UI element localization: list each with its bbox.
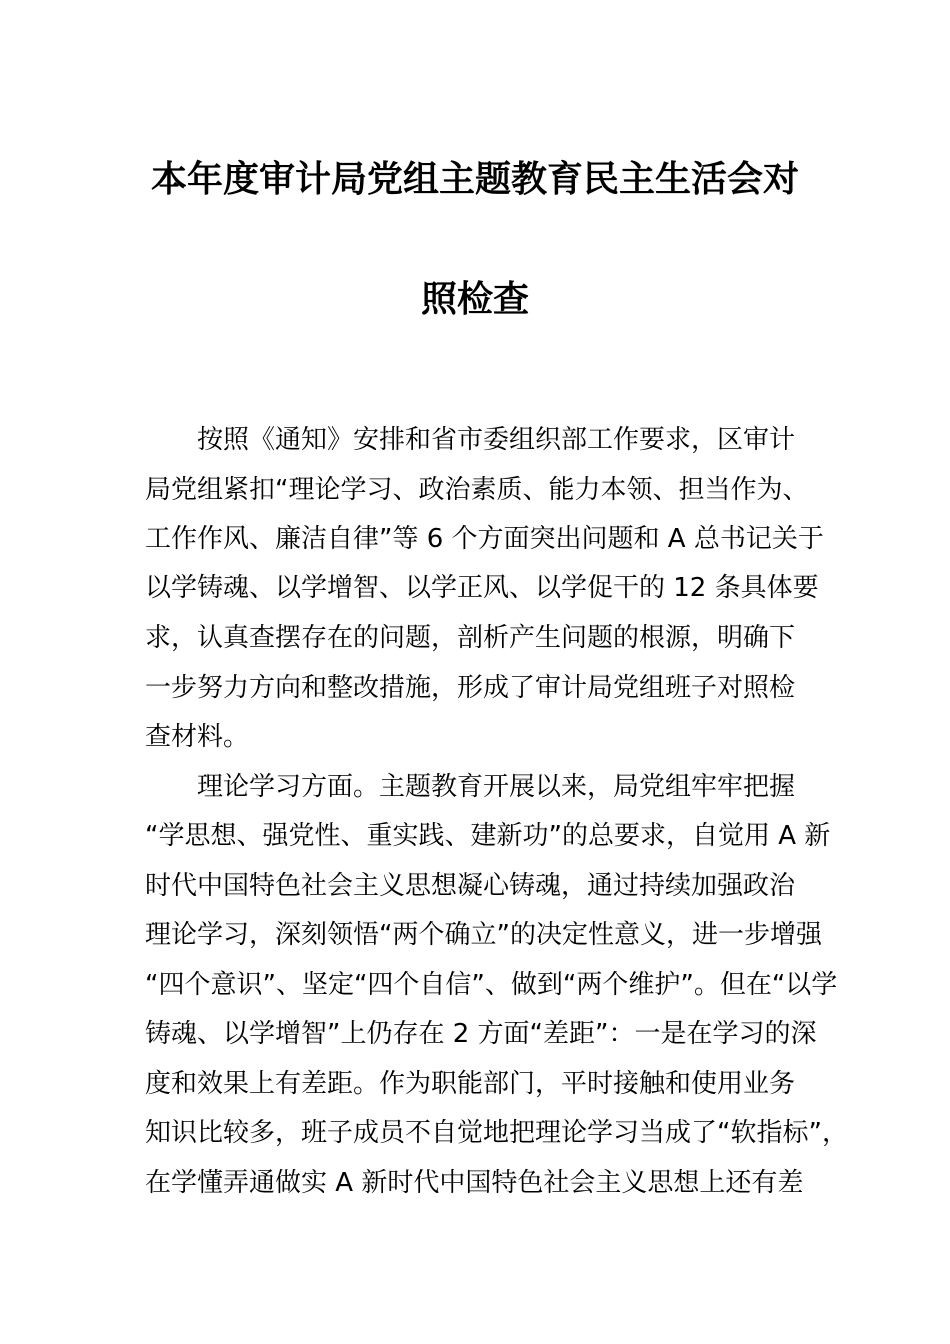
paragraph-1-line-5: 求，认真查摆存在的问题，剖析产生问题的根源，明确下 [145, 623, 796, 653]
paragraph-2-line-4: 理论学习，深刻领悟“两个确立”的决定性意义，进一步增强 [145, 920, 822, 950]
document-title-line-2: 照检查 [420, 279, 529, 320]
paragraph-1-line-3: 工作作风、廉洁自律”等 6 个方面突出问题和 A 总书记关于 [145, 524, 824, 554]
paragraph-2-line-8: 知识比较多，班子成员不自觉地把理论学习当成了“软指标”， [145, 1118, 848, 1148]
paragraph-1-line-6: 一步努力方向和整改措施，形成了审计局党组班子对照检 [145, 673, 796, 703]
paragraph-2-line-7: 度和效果上有差距。作为职能部门，平时接触和使用业务 [145, 1069, 796, 1099]
paragraph-2-line-3: 时代中国特色社会主义思想凝心铸魂，通过持续加强政治 [145, 871, 796, 901]
paragraph-2-line-1: 理论学习方面。主题教育开展以来，局党组牢牢把握 [197, 772, 796, 802]
paragraph-2-line-9: 在学懂弄通做实 A 新时代中国特色社会主义思想上还有差 [145, 1168, 804, 1198]
paragraph-1-line-1: 按照《通知》安排和省市委组织部工作要求，区审计 [197, 425, 796, 455]
paragraph-2-line-2: “学思想、强党性、重实践、建新功”的总要求，自觉用 A 新 [145, 821, 831, 851]
document-title-line-1: 本年度审计局党组主题教育民主生活会对 [150, 159, 799, 200]
paragraph-1-line-4: 以学铸魂、以学增智、以学正风、以学促干的 12 条具体要 [145, 573, 819, 603]
paragraph-2-line-5: “四个意识”、坚定“四个自信”、做到“两个维护”。但在“以学 [145, 970, 838, 1000]
paragraph-1-line-7: 查材料。 [145, 722, 250, 752]
paragraph-1-line-2: 局党组紧扣“理论学习、政治素质、能力本领、担当作为、 [145, 475, 809, 505]
paragraph-2-line-6: 铸魂、以学增智”上仍存在 2 方面“差距”：一是在学习的深 [145, 1019, 817, 1049]
